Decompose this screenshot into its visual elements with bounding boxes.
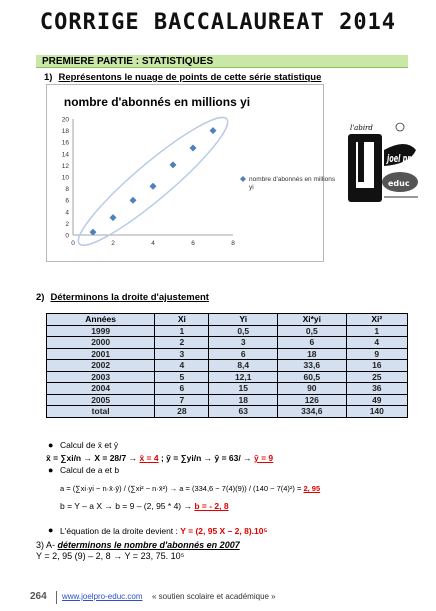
x-tick-label: 0 <box>71 240 75 247</box>
cell: 18 <box>209 394 278 406</box>
x-tick-label: 2 <box>111 240 115 247</box>
calc-equation-line <box>60 526 268 537</box>
bullet-dot: ● <box>48 465 54 475</box>
data-point <box>150 183 157 190</box>
data-point <box>90 229 97 236</box>
col-header: Xi*yi <box>278 314 347 326</box>
chart-title: nombre d'abonnés en millions yi <box>63 95 251 109</box>
a-result: 2, 95 <box>303 484 321 493</box>
cell: 4 <box>346 337 407 349</box>
cell: 2005 <box>47 394 155 406</box>
page-title: CORRIGE BACCALAUREAT 2014 <box>39 10 397 35</box>
section-2-number: 2) <box>36 292 45 303</box>
y-tick-label: 4 <box>65 209 69 217</box>
footer-tagline: « soutien scolaire et académique » <box>152 592 276 601</box>
legend-marker <box>240 176 246 182</box>
footer-divider <box>56 591 57 604</box>
logo-sub: educ <box>388 179 410 188</box>
cell: 18 <box>278 348 347 360</box>
cell: 5 <box>155 371 209 383</box>
cell: 49 <box>346 394 407 406</box>
table-row <box>47 394 408 406</box>
cell: 60,5 <box>278 371 347 383</box>
chart-svg <box>47 85 336 263</box>
calc-b-line <box>60 501 229 512</box>
col-header: Années <box>47 314 155 326</box>
logo-brand: joel pro <box>385 152 416 165</box>
b-result: b = - 2, 8 <box>194 501 229 511</box>
section-3-text: déterminons le nombre d'abonnés en 2007 <box>57 540 240 550</box>
cell: 140 <box>346 406 407 418</box>
y-tick-label: 18 <box>61 128 69 136</box>
cell: 2002 <box>47 360 155 372</box>
x-tick-label: 8 <box>231 240 235 247</box>
cell: 8,4 <box>209 360 278 372</box>
y-tick-label: 16 <box>61 139 69 147</box>
col-header: Yi <box>209 314 278 326</box>
cell: 2001 <box>47 348 155 360</box>
section-2-heading <box>36 292 209 303</box>
legend-label-cont: yi <box>249 184 254 191</box>
cell: 28 <box>155 406 209 418</box>
bullet-dot: ● <box>48 525 54 535</box>
data-point <box>210 127 217 134</box>
table-total-row <box>47 406 408 418</box>
y-tick-label: 6 <box>65 197 69 205</box>
calc-ab-label: Calcul de a et b <box>60 465 120 475</box>
table-row <box>47 348 408 360</box>
y-tick-label: 14 <box>61 151 69 159</box>
cell: 4 <box>155 360 209 372</box>
a-formula: a = (∑xi·yi − n·x̄·ȳ) / (∑xi² − n·x̄²) → a = (334,6 − 7(4)(9)) / (140 − 7(4)²) = <box>60 484 304 493</box>
scatter-chart <box>46 84 336 262</box>
table-row <box>47 383 408 395</box>
calc-a-line <box>60 483 320 494</box>
cell: 0,5 <box>209 325 278 337</box>
data-point <box>110 214 117 221</box>
y-tick-label: 20 <box>61 116 69 124</box>
x-tick-label: 6 <box>191 240 195 247</box>
cell: 90 <box>278 383 347 395</box>
cell: 126 <box>278 394 347 406</box>
data-table <box>46 313 408 418</box>
data-point <box>190 145 197 152</box>
y-tick-label: 2 <box>65 220 69 228</box>
cell: 0,5 <box>278 325 347 337</box>
y-tick-label: 0 <box>65 232 69 240</box>
cell: 7 <box>155 394 209 406</box>
y-tick-label: 10 <box>61 174 69 182</box>
cell: 63 <box>209 406 278 418</box>
joelpro-logo <box>344 120 422 210</box>
xbar-formula: x̄ = ∑xi/n → X = 28/7 → <box>46 453 140 463</box>
cell: 6 <box>278 337 347 349</box>
cell: 3 <box>209 337 278 349</box>
part-banner <box>36 55 408 68</box>
ybar-result: ȳ = 9 <box>253 453 274 463</box>
cell: 1 <box>155 325 209 337</box>
table-row <box>47 360 408 372</box>
calc-means-line <box>46 453 273 464</box>
cell: 12,1 <box>209 371 278 383</box>
website-link[interactable]: www.joelpro-educ.com <box>62 592 143 601</box>
data-point <box>130 197 137 204</box>
cell: 6 <box>155 383 209 395</box>
ybar-formula: ; ȳ = ∑yi/n → ȳ = 63/ → <box>158 453 254 463</box>
section-3-heading <box>36 540 240 550</box>
section-2-text: Déterminons la droite d'ajustement <box>50 292 209 303</box>
section-1-text: Représentons le nuage de points de cette série statistique <box>58 72 322 83</box>
y-tick-label: 12 <box>61 162 69 170</box>
cell: 1999 <box>47 325 155 337</box>
equation-label: L'équation de la droite devient : <box>60 526 181 536</box>
y-tick-label: 8 <box>65 186 69 194</box>
cell: 2000 <box>47 337 155 349</box>
logo-top-text: l'abird <box>350 124 373 132</box>
cell: 1 <box>346 325 407 337</box>
cell: 16 <box>346 360 407 372</box>
xbar-result: x̄ = 4 <box>139 453 159 463</box>
col-header: Xi² <box>346 314 407 326</box>
page-footer <box>30 591 410 605</box>
cell: 25 <box>346 371 407 383</box>
equation-result: Y = (2, 95 X – 2, 8).10⁵ <box>180 526 268 536</box>
section-1-number: 1) <box>44 72 53 83</box>
cell: 2003 <box>47 371 155 383</box>
cell: 15 <box>209 383 278 395</box>
plot-area <box>62 105 336 257</box>
legend-label: nombre d'abonnés en millions <box>249 176 336 183</box>
cell: 2 <box>155 337 209 349</box>
cell: 6 <box>209 348 278 360</box>
bullet-dot: ● <box>48 440 54 450</box>
section-3-line: Y = 2, 95 (9) – 2, 8 → Y = 23, 75. 10⁵ <box>36 551 185 561</box>
part-label: PREMIERE PARTIE : STATISTIQUES <box>42 56 214 67</box>
section-3-label: 3) A- <box>36 540 58 550</box>
table-row <box>47 371 408 383</box>
cell: 334,6 <box>278 406 347 418</box>
x-tick-label: 4 <box>151 240 155 247</box>
b-formula: b = Y – a X → b = 9 – (2, 95 * 4) → <box>60 501 195 511</box>
calc-xbar-label: Calcul de x̄ et ȳ <box>60 440 119 450</box>
table-row <box>47 325 408 337</box>
cell: 3 <box>155 348 209 360</box>
cell: 9 <box>346 348 407 360</box>
section-1-heading <box>44 72 321 83</box>
cell: 33,6 <box>278 360 347 372</box>
data-point <box>170 161 177 168</box>
cell: 2004 <box>47 383 155 395</box>
cell: total <box>47 406 155 418</box>
page-number: 264 <box>30 591 47 602</box>
table-row <box>47 337 408 349</box>
cell: 36 <box>346 383 407 395</box>
col-header: Xi <box>155 314 209 326</box>
table-header-row <box>47 314 408 326</box>
